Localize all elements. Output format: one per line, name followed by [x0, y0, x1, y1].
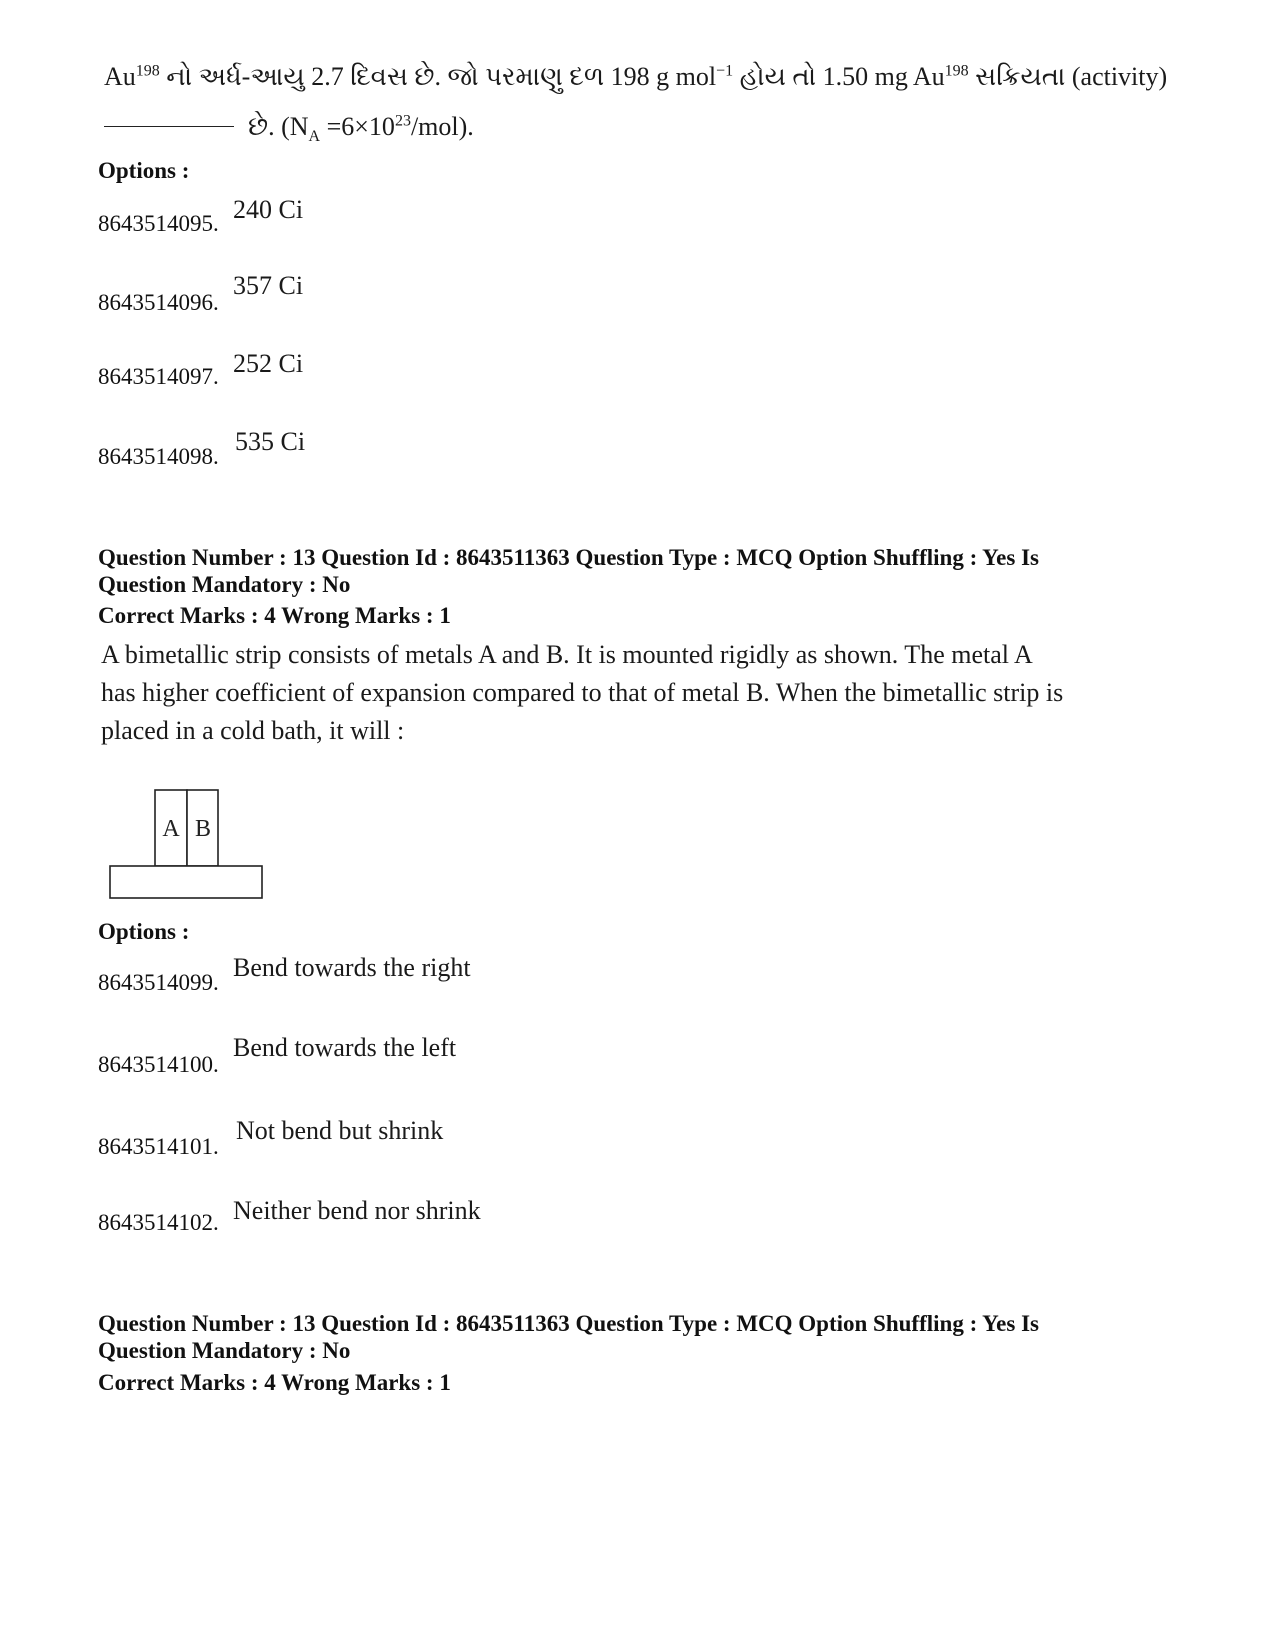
q13-repeat-marks: Correct Marks : 4 Wrong Marks : 1 [98, 1370, 451, 1395]
q13-repeat-meta-line-1: Question Number : 13 Question Id : 8643511363 Question Type : MCQ Option Shuffling : Yes Is [98, 1311, 1039, 1336]
q12-text-segment: નો અર્ધ-આયુ 2.7 દિવસ છે. જો પરમાણુ દળ 198 g mol [159, 62, 717, 91]
option-text[interactable]: 240 Ci [233, 195, 304, 224]
metal-a-label: A [162, 816, 180, 842]
option-text[interactable]: 535 Ci [235, 427, 306, 456]
option-id: 8643514099. [98, 970, 219, 995]
option-id: 8643514095. [98, 211, 219, 236]
q12-text-line-2 [104, 108, 1104, 146]
q13-meta-line-2: Question Mandatory : No [98, 572, 351, 597]
q12-text-segment: /mol). [410, 112, 474, 141]
unit-exponent: −1 [716, 62, 734, 80]
q13-options-label: Options : [98, 919, 190, 944]
option-id: 8643514102. [98, 1210, 219, 1235]
q13-meta-line-1: Question Number : 13 Question Id : 8643511363 Question Type : MCQ Option Shuffling : Yes Is [98, 545, 1039, 570]
mass-number-superscript: 198 [944, 62, 969, 80]
option-id: 8643514097. [98, 364, 219, 389]
question-line: A bimetallic strip consists of metals A and B. It is mounted rigidly as shown. The metal A [101, 640, 1033, 669]
q12-text-segment: હોય તો 1.50 mg Au [733, 62, 945, 91]
avogadro-subscript: A [308, 128, 321, 146]
au-symbol: Au [104, 62, 136, 91]
option-id: 8643514100. [98, 1052, 219, 1077]
option-text[interactable]: Bend towards the left [233, 1033, 457, 1062]
q12-text-segment: સક્રિયતા (activity) [968, 62, 1168, 91]
bimetallic-strip-figure [108, 788, 268, 902]
exponent-superscript: 23 [394, 112, 411, 130]
q12-options-label: Options : [98, 158, 190, 183]
q13-repeat-meta-line-2: Question Mandatory : No [98, 1338, 351, 1363]
option-id: 8643514098. [98, 444, 219, 469]
question-line: placed in a cold bath, it will : [101, 716, 405, 745]
option-id: 8643514096. [98, 290, 219, 315]
question-line: has higher coefficient of expansion compared to that of metal B. When the bimetallic strip is [101, 678, 1064, 707]
option-text[interactable]: Not bend but shrink [236, 1116, 444, 1145]
option-text[interactable]: Bend towards the right [233, 953, 471, 982]
option-text[interactable]: 252 Ci [233, 349, 304, 378]
option-text[interactable]: 357 Ci [233, 271, 304, 300]
option-text[interactable]: Neither bend nor shrink [233, 1196, 481, 1225]
q12-text-line-1 [104, 58, 1224, 96]
mounting-base [110, 866, 262, 898]
metal-b-label: B [194, 816, 212, 842]
q13-question-text [101, 636, 1161, 750]
q13-marks: Correct Marks : 4 Wrong Marks : 1 [98, 603, 451, 628]
option-id: 8643514101. [98, 1134, 219, 1159]
answer-blank [104, 126, 234, 127]
mass-number-superscript: 198 [135, 62, 160, 80]
q12-text-segment: છે. (N [248, 112, 309, 141]
q12-text-segment: =6×10 [320, 112, 395, 141]
